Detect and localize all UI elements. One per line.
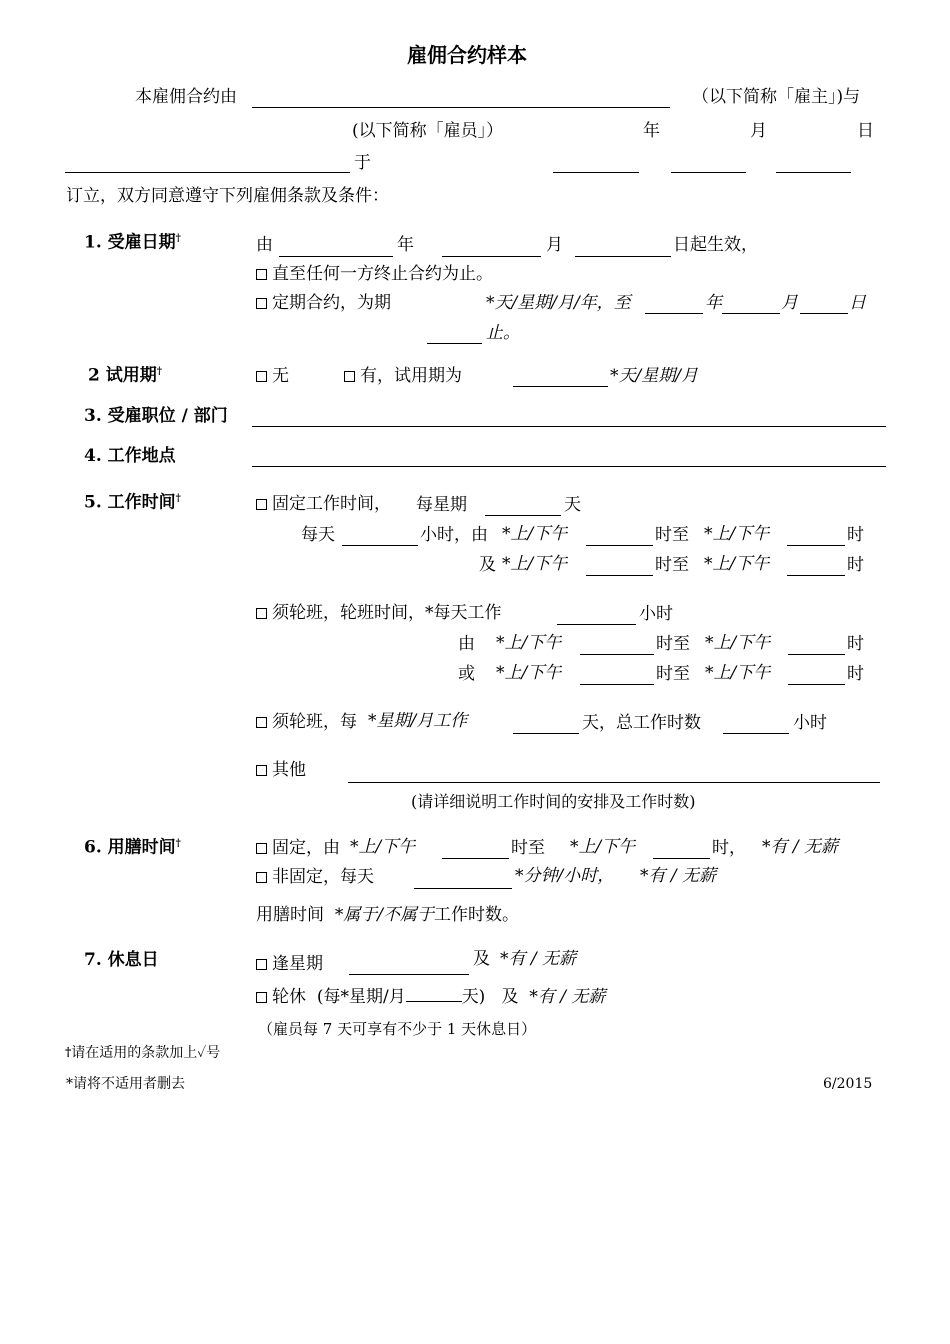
employer-name-field[interactable] bbox=[252, 107, 670, 108]
s7-rotate-text: 轮休 (每*星期/月 天) 及 *有 / 无薪 bbox=[272, 987, 606, 1007]
s1-until-terminated-checkbox[interactable] bbox=[256, 269, 267, 280]
s5-ampm-5: *上/下午 bbox=[496, 633, 562, 653]
section-3-label: 3. 受雇职位 / 部门 bbox=[84, 406, 228, 426]
s5-shift-end-2-field[interactable] bbox=[788, 684, 845, 685]
s6-hour-label: 时， bbox=[712, 838, 746, 858]
s5-total-hours-field[interactable] bbox=[723, 733, 789, 734]
s1-term-units: *天/星期/月/年，至 bbox=[486, 293, 631, 313]
s6-nonfixed-label: 非固定，每天 bbox=[272, 867, 374, 887]
s6-paid-2: *有 / 无薪 bbox=[640, 866, 717, 886]
s1-end-year-field[interactable] bbox=[645, 313, 703, 314]
s1-until-terminated-label: 直至任何一方终止合约为止。 bbox=[272, 264, 493, 284]
s5-shift-days-label: 天，总工作时数 bbox=[582, 713, 701, 733]
s5-start-hour-2-field[interactable] bbox=[586, 575, 653, 576]
s1-end-day-field[interactable] bbox=[800, 313, 848, 314]
footer-delete-note: *请将不适用者删去 bbox=[66, 1076, 185, 1092]
s5-ampm-2: *上/下午 bbox=[704, 524, 770, 544]
s1-month-label: 月 bbox=[546, 235, 563, 255]
section-4-label: 4. 工作地点 bbox=[84, 446, 176, 466]
s7-weekly-label: 逢星期 bbox=[272, 954, 323, 974]
intro-year-field[interactable] bbox=[553, 172, 639, 173]
intro-text: 本雇佣合约由 bbox=[135, 87, 237, 107]
s5-total-hours-label: 小时 bbox=[793, 713, 827, 733]
s5-ampm-8: *上/下午 bbox=[705, 663, 771, 683]
s1-effective-text: 日起生效， bbox=[673, 235, 758, 255]
s5-shift-start-1-field[interactable] bbox=[580, 654, 654, 655]
s2-probation-length-field[interactable] bbox=[513, 386, 608, 387]
s5-ampm-3: *上/下午 bbox=[502, 554, 568, 574]
s5-shift-period-label: 须轮班，每 bbox=[272, 712, 357, 732]
s7-paid-1: *有 / 无薪 bbox=[500, 949, 577, 969]
s1-end-month-field[interactable] bbox=[722, 313, 780, 314]
s5-ampm-7: *上/下午 bbox=[496, 663, 562, 683]
s5-from-label: 由 bbox=[458, 634, 475, 654]
s7-weekly-checkbox[interactable] bbox=[256, 959, 267, 970]
s3-position-field[interactable] bbox=[252, 426, 886, 427]
s6-duration-units: *分钟/小时， bbox=[515, 866, 615, 886]
s1-end-month-label: 月 bbox=[781, 293, 798, 313]
s5-shift-period-checkbox[interactable] bbox=[256, 717, 267, 728]
s1-year-label: 年 bbox=[397, 235, 414, 255]
s5-days-per-week-field[interactable] bbox=[485, 515, 561, 516]
s6-ampm-1: *上/下午 bbox=[350, 837, 416, 857]
s4-workplace-field[interactable] bbox=[252, 466, 886, 467]
section-6-label: 6. 用膳时间† bbox=[84, 837, 181, 858]
s6-nonfixed-checkbox[interactable] bbox=[256, 872, 267, 883]
s1-day-field[interactable] bbox=[575, 256, 671, 257]
s5-to-3-label: 时至 bbox=[656, 634, 690, 654]
s7-rotate-days-field[interactable] bbox=[406, 989, 462, 1002]
s7-rotate-checkbox[interactable] bbox=[256, 992, 267, 1003]
section-1-label: 1. 受雇日期† bbox=[84, 232, 181, 253]
s5-hours-from-label: 小时，由 bbox=[420, 525, 488, 545]
document-title: 雇佣合约样本 bbox=[407, 43, 527, 67]
s5-other-note: (请详细说明工作时间的安排及工作时数) bbox=[411, 792, 696, 811]
s5-shift-period-units: *星期/月工作 bbox=[368, 711, 468, 731]
s5-to-1-label: 时至 bbox=[655, 525, 689, 545]
intro-day-label: 日 bbox=[857, 121, 874, 141]
s6-duration-field[interactable] bbox=[414, 888, 512, 889]
s5-ampm-4: *上/下午 bbox=[704, 554, 770, 574]
s5-hour-4-label: 时 bbox=[847, 664, 864, 684]
s5-end-hour-2-field[interactable] bbox=[787, 575, 845, 576]
s5-to-4-label: 时至 bbox=[656, 664, 690, 684]
s5-shift-hours-label: 小时 bbox=[639, 604, 673, 624]
s2-has-checkbox[interactable] bbox=[344, 371, 355, 382]
s2-has-label: 有，试用期为 bbox=[360, 366, 462, 386]
s6-end-field[interactable] bbox=[653, 858, 710, 859]
s5-start-hour-1-field[interactable] bbox=[586, 545, 653, 546]
s2-none-label: 无 bbox=[272, 366, 289, 386]
s5-days-label: 天 bbox=[564, 495, 581, 515]
intro-year-label: 年 bbox=[643, 121, 660, 141]
section-7-label: 7. 休息日 bbox=[84, 950, 159, 970]
s5-shift-end-1-field[interactable] bbox=[788, 654, 845, 655]
s2-none-checkbox[interactable] bbox=[256, 371, 267, 382]
s1-term-length-field[interactable] bbox=[427, 343, 482, 344]
s5-shift-start-2-field[interactable] bbox=[580, 684, 654, 685]
s1-from-text: 由 bbox=[256, 235, 273, 255]
employee-ref-text: (以下简称「雇员」） bbox=[352, 121, 504, 141]
s1-year-field[interactable] bbox=[279, 256, 393, 257]
s7-weekday-field[interactable] bbox=[349, 974, 469, 975]
s6-meal-time-text: 用膳时间 *属于/不属于工作时数。 bbox=[256, 905, 520, 925]
s5-and-label: 及 bbox=[479, 555, 496, 575]
s1-end-year-label: 年 bbox=[705, 293, 722, 313]
s6-fixed-label: 固定，由 bbox=[272, 838, 340, 858]
intro-day-field[interactable] bbox=[776, 172, 851, 173]
s5-shift-hours-field[interactable] bbox=[557, 624, 636, 625]
s5-other-checkbox[interactable] bbox=[256, 765, 267, 776]
s5-fixed-label: 固定工作时间， bbox=[272, 494, 391, 514]
footer-checkmark-note: †请在适用的条款加上✓号 bbox=[65, 1045, 221, 1061]
s7-and-1-label: 及 bbox=[473, 949, 490, 969]
s5-end-hour-1-field[interactable] bbox=[787, 545, 845, 546]
s1-end-text: 止。 bbox=[486, 323, 520, 343]
section-5-label: 5. 工作时间† bbox=[84, 492, 181, 513]
employee-name-field[interactable] bbox=[65, 172, 350, 173]
employer-ref-text: （以下简称「雇主」)与 bbox=[692, 87, 861, 107]
s2-units: *天/星期/月 bbox=[610, 366, 698, 386]
s6-paid-1: *有 / 无薪 bbox=[762, 837, 839, 857]
s5-hour-3-label: 时 bbox=[847, 634, 864, 654]
intro-month-label: 月 bbox=[750, 121, 767, 141]
s5-other-field[interactable] bbox=[348, 782, 880, 783]
intro-at-text: 于 bbox=[354, 153, 371, 173]
s6-to-label: 时至 bbox=[511, 838, 545, 858]
footer-version: 6/2015 bbox=[823, 1076, 873, 1092]
s5-shift-days-field[interactable] bbox=[513, 733, 579, 734]
s5-fixed-checkbox[interactable] bbox=[256, 499, 267, 510]
s5-shift-label: 须轮班，轮班时间，*每天工作 bbox=[272, 603, 502, 623]
s5-other-label: 其他 bbox=[272, 760, 306, 780]
s6-ampm-2: *上/下午 bbox=[570, 837, 636, 857]
s7-rest-note: （雇员每 7 天可享有不少于 1 天休息日） bbox=[258, 1020, 537, 1038]
s5-ampm-6: *上/下午 bbox=[705, 633, 771, 653]
s5-shift-checkbox[interactable] bbox=[256, 608, 267, 619]
s1-month-field[interactable] bbox=[442, 256, 541, 257]
s5-per-week-label: 每星期 bbox=[416, 495, 467, 515]
intro-agreement-text: 订立，双方同意遵守下列雇佣条款及条件： bbox=[66, 186, 389, 206]
s5-hour-1-label: 时 bbox=[847, 525, 864, 545]
s6-start-field[interactable] bbox=[442, 858, 509, 859]
s1-fixed-term-checkbox[interactable] bbox=[256, 298, 267, 309]
s5-to-2-label: 时至 bbox=[655, 555, 689, 575]
intro-month-field[interactable] bbox=[671, 172, 746, 173]
s5-or-label: 或 bbox=[458, 664, 475, 684]
s6-fixed-checkbox[interactable] bbox=[256, 843, 267, 854]
s1-fixed-term-label: 定期合约，为期 bbox=[272, 293, 391, 313]
s5-per-day-label: 每天 bbox=[301, 525, 335, 545]
section-2-label: 2 试用期† bbox=[88, 365, 162, 386]
s1-end-day-label: 日 bbox=[849, 293, 866, 313]
s5-hours-per-day-field[interactable] bbox=[342, 545, 418, 546]
s5-ampm-1: *上/下午 bbox=[502, 524, 568, 544]
s5-hour-2-label: 时 bbox=[847, 555, 864, 575]
